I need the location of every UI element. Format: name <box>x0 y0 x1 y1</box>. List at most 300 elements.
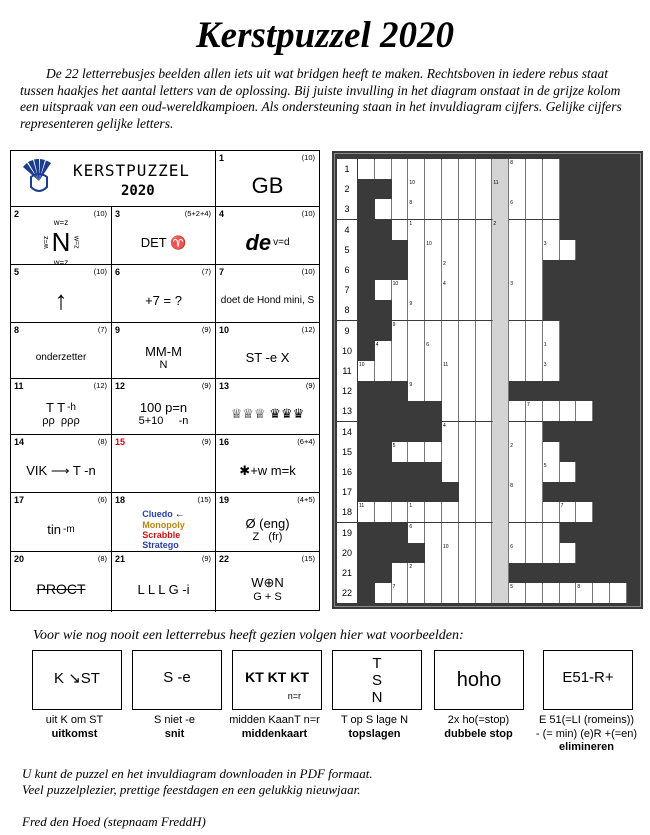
fill-box[interactable] <box>442 401 459 421</box>
rebus-cell-18 <box>112 493 216 552</box>
fill-box[interactable] <box>476 300 493 320</box>
fill-row-number: 11 <box>337 361 357 381</box>
fill-box[interactable] <box>442 321 459 341</box>
rebus-number: 8 <box>14 325 20 335</box>
rebus-extra: ← <box>174 508 185 520</box>
rebus-number: 18 <box>115 495 126 505</box>
fill-box[interactable] <box>459 341 476 361</box>
fill-box[interactable] <box>492 300 509 320</box>
fill-box[interactable] <box>442 179 459 199</box>
rebus-number: 4 <box>219 209 225 219</box>
fill-box[interactable] <box>476 401 493 421</box>
fill-box[interactable]: 6 <box>509 543 526 563</box>
fill-box[interactable] <box>425 543 442 563</box>
fill-box[interactable] <box>375 583 392 603</box>
fill-box[interactable] <box>392 502 409 522</box>
rebus-number: 2 <box>14 209 20 219</box>
rebus-letter-count: (10) <box>301 153 315 162</box>
fill-box[interactable]: 1 <box>543 341 560 361</box>
fill-box[interactable] <box>526 523 543 543</box>
fill-box[interactable] <box>459 220 476 240</box>
rebus-cell-14 <box>11 435 112 493</box>
fill-box[interactable] <box>425 280 442 300</box>
fill-box[interactable] <box>476 361 493 381</box>
fill-box[interactable] <box>543 543 560 563</box>
fill-box[interactable] <box>442 502 459 522</box>
rebus-main: N <box>51 227 71 257</box>
example-image: K ↘ST <box>54 670 100 687</box>
fill-box[interactable] <box>442 220 459 240</box>
fill-box[interactable] <box>543 159 560 179</box>
fill-box[interactable] <box>492 563 509 583</box>
fill-box[interactable] <box>459 321 476 341</box>
fill-box[interactable] <box>476 563 493 583</box>
fill-box[interactable] <box>543 401 560 421</box>
fill-box[interactable] <box>492 401 509 421</box>
rebus-body <box>216 507 319 551</box>
fill-box[interactable] <box>509 220 526 240</box>
fill-box[interactable] <box>375 159 392 179</box>
fill-box[interactable] <box>492 280 509 300</box>
fill-box[interactable] <box>375 361 392 381</box>
rebus-main: MM-M <box>145 344 182 359</box>
fill-box[interactable]: 4 <box>442 422 459 442</box>
rebus-cell-19 <box>216 493 319 552</box>
rebus-body <box>11 566 111 612</box>
fill-box[interactable] <box>375 502 392 522</box>
example-box-3 <box>232 650 322 710</box>
fill-box[interactable]: 8 <box>408 199 425 219</box>
rebus-sub: ρρ ρρρ <box>42 415 80 427</box>
fill-box[interactable] <box>526 341 543 361</box>
rebus-cell-2 <box>11 207 112 265</box>
fill-box[interactable] <box>492 523 509 543</box>
rebus-number: 21 <box>115 554 126 564</box>
fill-box[interactable] <box>560 583 577 603</box>
fill-box[interactable]: 8 <box>509 159 526 179</box>
example-answer: snit <box>164 727 185 740</box>
example-image: S -e <box>163 669 191 686</box>
fill-box[interactable]: 9 <box>408 300 425 320</box>
fill-row-number: 16 <box>337 462 357 482</box>
fill-box[interactable] <box>442 199 459 219</box>
fill-box[interactable] <box>560 543 577 563</box>
fill-box[interactable] <box>543 179 560 199</box>
fill-box[interactable] <box>526 361 543 381</box>
fill-box[interactable] <box>526 260 543 280</box>
example-image: E51-R+ <box>562 669 614 686</box>
rebus-bottom: w=z <box>53 258 69 267</box>
fill-box[interactable] <box>492 240 509 260</box>
fill-box[interactable] <box>425 563 442 583</box>
rebus-number: 1 <box>219 153 225 163</box>
fill-box[interactable] <box>492 321 509 341</box>
rebus-main: PROCT <box>36 581 86 597</box>
fill-box[interactable] <box>459 260 476 280</box>
fill-box[interactable] <box>476 199 493 219</box>
fill-box[interactable] <box>526 543 543 563</box>
rebus-number: 15 <box>115 437 126 447</box>
fill-box[interactable] <box>509 523 526 543</box>
fill-box[interactable] <box>375 280 392 300</box>
outro-line-2: Veel puzzelplezier, prettige feestdagen en een gelukkig nieuwjaar. <box>22 782 361 797</box>
fill-box[interactable] <box>526 159 543 179</box>
fill-box[interactable]: 9 <box>392 321 409 341</box>
fill-box[interactable] <box>492 199 509 219</box>
fill-box[interactable] <box>442 300 459 320</box>
fill-box[interactable] <box>492 260 509 280</box>
fill-box[interactable] <box>425 523 442 543</box>
fill-box[interactable]: 11 <box>442 361 459 381</box>
rebus-extra: -h <box>67 402 76 413</box>
fill-box[interactable] <box>442 583 459 603</box>
fill-box[interactable] <box>476 422 493 442</box>
fill-box[interactable] <box>492 341 509 361</box>
fill-box[interactable] <box>476 482 493 502</box>
fill-box[interactable] <box>492 482 509 502</box>
rebus-body <box>112 566 215 612</box>
example-caption-2 <box>117 714 232 741</box>
rebus-letter-count: (9) <box>201 437 211 446</box>
fill-box[interactable] <box>358 159 375 179</box>
rebus-number: 17 <box>14 495 25 505</box>
fill-box[interactable] <box>442 341 459 361</box>
logo-line-1: KERSTPUZZEL <box>73 161 190 180</box>
fill-box[interactable] <box>408 321 425 341</box>
fill-box[interactable] <box>442 442 459 462</box>
rebus-main: Ø (eng) <box>245 515 290 531</box>
fill-row-number: 10 <box>337 341 357 361</box>
rebus-body <box>112 221 215 264</box>
fill-box[interactable]: 2 <box>509 442 526 462</box>
fill-box[interactable]: 5 <box>392 442 409 462</box>
fill-box[interactable]: 9 <box>408 381 425 401</box>
fill-box[interactable] <box>392 563 409 583</box>
fill-box[interactable]: 10 <box>425 240 442 260</box>
fill-box[interactable] <box>492 543 509 563</box>
fill-box[interactable] <box>425 220 442 240</box>
fill-box[interactable] <box>593 583 610 603</box>
fill-box[interactable]: 10 <box>442 543 459 563</box>
rebus-letter-count: (10) <box>301 267 315 276</box>
fill-row-number: 7 <box>337 280 357 300</box>
fill-box[interactable] <box>392 361 409 381</box>
fill-box[interactable] <box>526 240 543 260</box>
fill-box[interactable] <box>509 260 526 280</box>
rebus-body <box>11 218 111 267</box>
fill-box[interactable] <box>476 260 493 280</box>
fill-box[interactable] <box>459 462 476 482</box>
fill-box[interactable] <box>526 300 543 320</box>
fill-box[interactable] <box>543 220 560 240</box>
fill-box[interactable]: 3 <box>509 280 526 300</box>
fill-box[interactable] <box>509 240 526 260</box>
fill-box[interactable] <box>459 502 476 522</box>
fill-box[interactable] <box>526 220 543 240</box>
fill-box[interactable] <box>442 563 459 583</box>
fill-box[interactable]: 1 <box>408 502 425 522</box>
rebus-letter-count: (10) <box>301 209 315 218</box>
fill-box[interactable]: 3 <box>543 361 560 381</box>
rebus-main: tin <box>47 521 62 537</box>
fill-box[interactable] <box>543 321 560 341</box>
rebus-body <box>216 393 319 434</box>
example-caption-4 <box>317 714 432 741</box>
rebus-cell-17 <box>11 493 112 552</box>
rebus-number: 7 <box>219 267 225 277</box>
logo-cell <box>11 151 216 207</box>
fill-box[interactable] <box>459 300 476 320</box>
example-caption-5 <box>421 714 536 741</box>
fill-box[interactable] <box>509 502 526 522</box>
rebus-cell-9 <box>112 323 216 379</box>
fill-box[interactable] <box>375 199 392 219</box>
fill-row-number: 19 <box>337 523 357 543</box>
fill-box[interactable] <box>526 462 543 482</box>
rebus-body <box>11 393 111 434</box>
fill-box[interactable] <box>509 341 526 361</box>
fill-box[interactable] <box>476 179 493 199</box>
fill-box[interactable] <box>509 300 526 320</box>
fill-box[interactable]: 10 <box>358 361 375 381</box>
fill-box[interactable] <box>459 381 476 401</box>
rebus-main: Cluedo <box>142 509 173 519</box>
fill-box[interactable] <box>509 179 526 199</box>
rebus-body <box>216 449 319 492</box>
fill-box[interactable] <box>492 502 509 522</box>
fill-box[interactable]: 7 <box>560 502 577 522</box>
fill-box[interactable]: 6 <box>425 341 442 361</box>
fill-box[interactable] <box>459 422 476 442</box>
fill-box[interactable] <box>543 523 560 543</box>
fill-box[interactable] <box>425 159 442 179</box>
fill-box[interactable] <box>425 381 442 401</box>
rebus-main: ↑ <box>54 285 68 315</box>
fill-box[interactable] <box>492 381 509 401</box>
rebus-main: L L L G -i <box>137 581 190 597</box>
fill-box[interactable] <box>476 220 493 240</box>
fill-box[interactable]: 2 <box>408 563 425 583</box>
fill-box[interactable] <box>459 280 476 300</box>
example-explanation: E 51(=LI (romeins)) <box>538 714 635 726</box>
fill-box[interactable] <box>425 179 442 199</box>
fill-box[interactable] <box>560 401 577 421</box>
fill-box[interactable] <box>425 442 442 462</box>
fill-box[interactable] <box>476 280 493 300</box>
rebus-number: 16 <box>219 437 230 447</box>
fill-box[interactable]: 7 <box>392 583 409 603</box>
fill-box[interactable]: 1 <box>408 220 425 240</box>
rebus-left: w=z <box>42 236 50 249</box>
fill-box[interactable] <box>526 199 543 219</box>
example-box-2 <box>132 650 222 710</box>
rebus-number: 19 <box>219 495 230 505</box>
fill-box[interactable] <box>459 199 476 219</box>
rebus-number: 12 <box>115 381 126 391</box>
rebus-body <box>216 279 319 322</box>
fill-box[interactable]: 2 <box>492 220 509 240</box>
fill-box[interactable] <box>476 523 493 543</box>
fill-box[interactable] <box>459 523 476 543</box>
rebus-letter-count: (4+5) <box>297 495 315 504</box>
fill-box[interactable] <box>476 543 493 563</box>
rebus-letter-count: (12) <box>93 381 107 390</box>
fill-box[interactable] <box>442 462 459 482</box>
fill-box[interactable] <box>543 442 560 462</box>
rebus-cell-1 <box>216 151 319 207</box>
fill-box[interactable] <box>492 159 509 179</box>
rebus-body <box>216 221 319 264</box>
outro-text <box>22 766 373 798</box>
fill-box[interactable] <box>425 361 442 381</box>
fill-box[interactable] <box>509 422 526 442</box>
fill-box[interactable]: 7 <box>526 401 543 421</box>
fill-box[interactable] <box>459 482 476 502</box>
rebus-letter-count: (8) <box>97 437 107 446</box>
fill-box[interactable] <box>392 300 409 320</box>
example-answer: uitkomst <box>51 727 98 740</box>
rebus-main: 100 p=n <box>139 400 188 415</box>
fill-box[interactable] <box>408 159 425 179</box>
fill-box[interactable] <box>526 321 543 341</box>
rebus-body <box>216 566 319 612</box>
fill-box[interactable]: 2 <box>442 260 459 280</box>
rebus-cell-5 <box>11 265 112 323</box>
fill-box[interactable] <box>543 502 560 522</box>
rebus-letter-count: (10) <box>93 267 107 276</box>
fill-box[interactable] <box>408 260 425 280</box>
fill-box[interactable]: 6 <box>509 199 526 219</box>
fill-box[interactable] <box>492 442 509 462</box>
fill-box[interactable] <box>442 159 459 179</box>
fill-box[interactable] <box>459 583 476 603</box>
fill-box[interactable]: 10 <box>408 179 425 199</box>
rebus-number: 22 <box>219 554 230 564</box>
fill-box[interactable] <box>392 179 409 199</box>
fill-box[interactable] <box>459 442 476 462</box>
fill-box[interactable] <box>492 361 509 381</box>
fill-box[interactable] <box>543 583 560 603</box>
fill-box[interactable]: 5 <box>509 583 526 603</box>
fill-box[interactable]: 11 <box>358 502 375 522</box>
fill-box[interactable] <box>476 381 493 401</box>
fill-box[interactable] <box>459 179 476 199</box>
example-explanation: T op S lage N <box>340 714 409 726</box>
fill-box[interactable] <box>509 361 526 381</box>
fill-box[interactable] <box>408 583 425 603</box>
fill-box[interactable] <box>392 199 409 219</box>
fill-box[interactable] <box>459 159 476 179</box>
fill-box[interactable] <box>610 583 627 603</box>
fill-box[interactable]: 6 <box>408 523 425 543</box>
fill-box[interactable] <box>492 462 509 482</box>
fill-box[interactable] <box>526 502 543 522</box>
fill-box[interactable] <box>526 422 543 442</box>
fill-box[interactable] <box>576 401 593 421</box>
fill-box[interactable] <box>459 240 476 260</box>
fill-box[interactable] <box>509 462 526 482</box>
fill-box[interactable] <box>476 462 493 482</box>
fill-box[interactable] <box>392 341 409 361</box>
example-image: hoho <box>456 669 502 691</box>
fill-box[interactable] <box>459 543 476 563</box>
fill-box[interactable] <box>476 502 493 522</box>
fill-box[interactable] <box>408 341 425 361</box>
fill-box[interactable] <box>476 240 493 260</box>
fill-box[interactable] <box>392 220 409 240</box>
rebus-main: de <box>245 229 272 255</box>
fill-box[interactable] <box>526 482 543 502</box>
fill-box[interactable] <box>408 361 425 381</box>
fill-box[interactable] <box>526 179 543 199</box>
fill-box[interactable] <box>425 502 442 522</box>
fill-box[interactable]: 3 <box>543 240 560 260</box>
fill-box[interactable] <box>476 159 493 179</box>
rebus-top: w=z <box>53 218 69 227</box>
fill-box[interactable] <box>442 381 459 401</box>
fill-box[interactable]: 11 <box>492 179 509 199</box>
example-explanation: uit K om ST <box>45 714 104 726</box>
fill-box[interactable] <box>576 502 593 522</box>
fill-box[interactable] <box>459 563 476 583</box>
fill-box[interactable] <box>408 280 425 300</box>
fill-box[interactable]: 4 <box>375 341 392 361</box>
rebus-letter-count: (6) <box>97 495 107 504</box>
fill-box[interactable] <box>526 583 543 603</box>
fill-box[interactable] <box>425 199 442 219</box>
fill-box[interactable]: 8 <box>576 583 593 603</box>
fill-box[interactable]: 8 <box>509 482 526 502</box>
fill-box[interactable]: 4 <box>442 280 459 300</box>
rebus-body <box>112 337 215 378</box>
fill-box[interactable] <box>392 159 409 179</box>
fill-box[interactable] <box>509 321 526 341</box>
fill-box[interactable] <box>526 280 543 300</box>
example-explanation: midden KaanT n=r <box>229 714 320 726</box>
example-answer: topslagen <box>348 727 401 740</box>
fill-box[interactable] <box>476 583 493 603</box>
fill-box[interactable] <box>476 341 493 361</box>
fill-box[interactable] <box>526 442 543 462</box>
rebus-letter-count: (7) <box>201 267 211 276</box>
fill-box[interactable] <box>543 199 560 219</box>
fill-box[interactable] <box>425 260 442 280</box>
fill-box[interactable]: 10 <box>392 280 409 300</box>
fill-box[interactable] <box>492 422 509 442</box>
fill-box[interactable] <box>442 523 459 543</box>
fill-box[interactable] <box>560 240 577 260</box>
fill-box[interactable] <box>408 240 425 260</box>
fill-row-number: 1 <box>337 159 357 179</box>
fill-box[interactable] <box>476 321 493 341</box>
rebus-main: onderzetter <box>35 352 87 363</box>
fill-box[interactable] <box>509 401 526 421</box>
rebus-cell-15 <box>112 435 216 493</box>
fill-row-number: 14 <box>337 422 357 442</box>
fill-box[interactable] <box>425 321 442 341</box>
fill-box[interactable] <box>476 442 493 462</box>
fill-box[interactable] <box>492 583 509 603</box>
fill-box[interactable] <box>408 442 425 462</box>
fill-box[interactable] <box>560 462 577 482</box>
fill-box[interactable] <box>425 300 442 320</box>
fill-box[interactable]: 5 <box>543 462 560 482</box>
fill-box[interactable] <box>459 401 476 421</box>
rebus-cell-16 <box>216 435 319 493</box>
fill-box[interactable] <box>442 240 459 260</box>
fill-box[interactable] <box>425 583 442 603</box>
fill-box[interactable] <box>459 361 476 381</box>
